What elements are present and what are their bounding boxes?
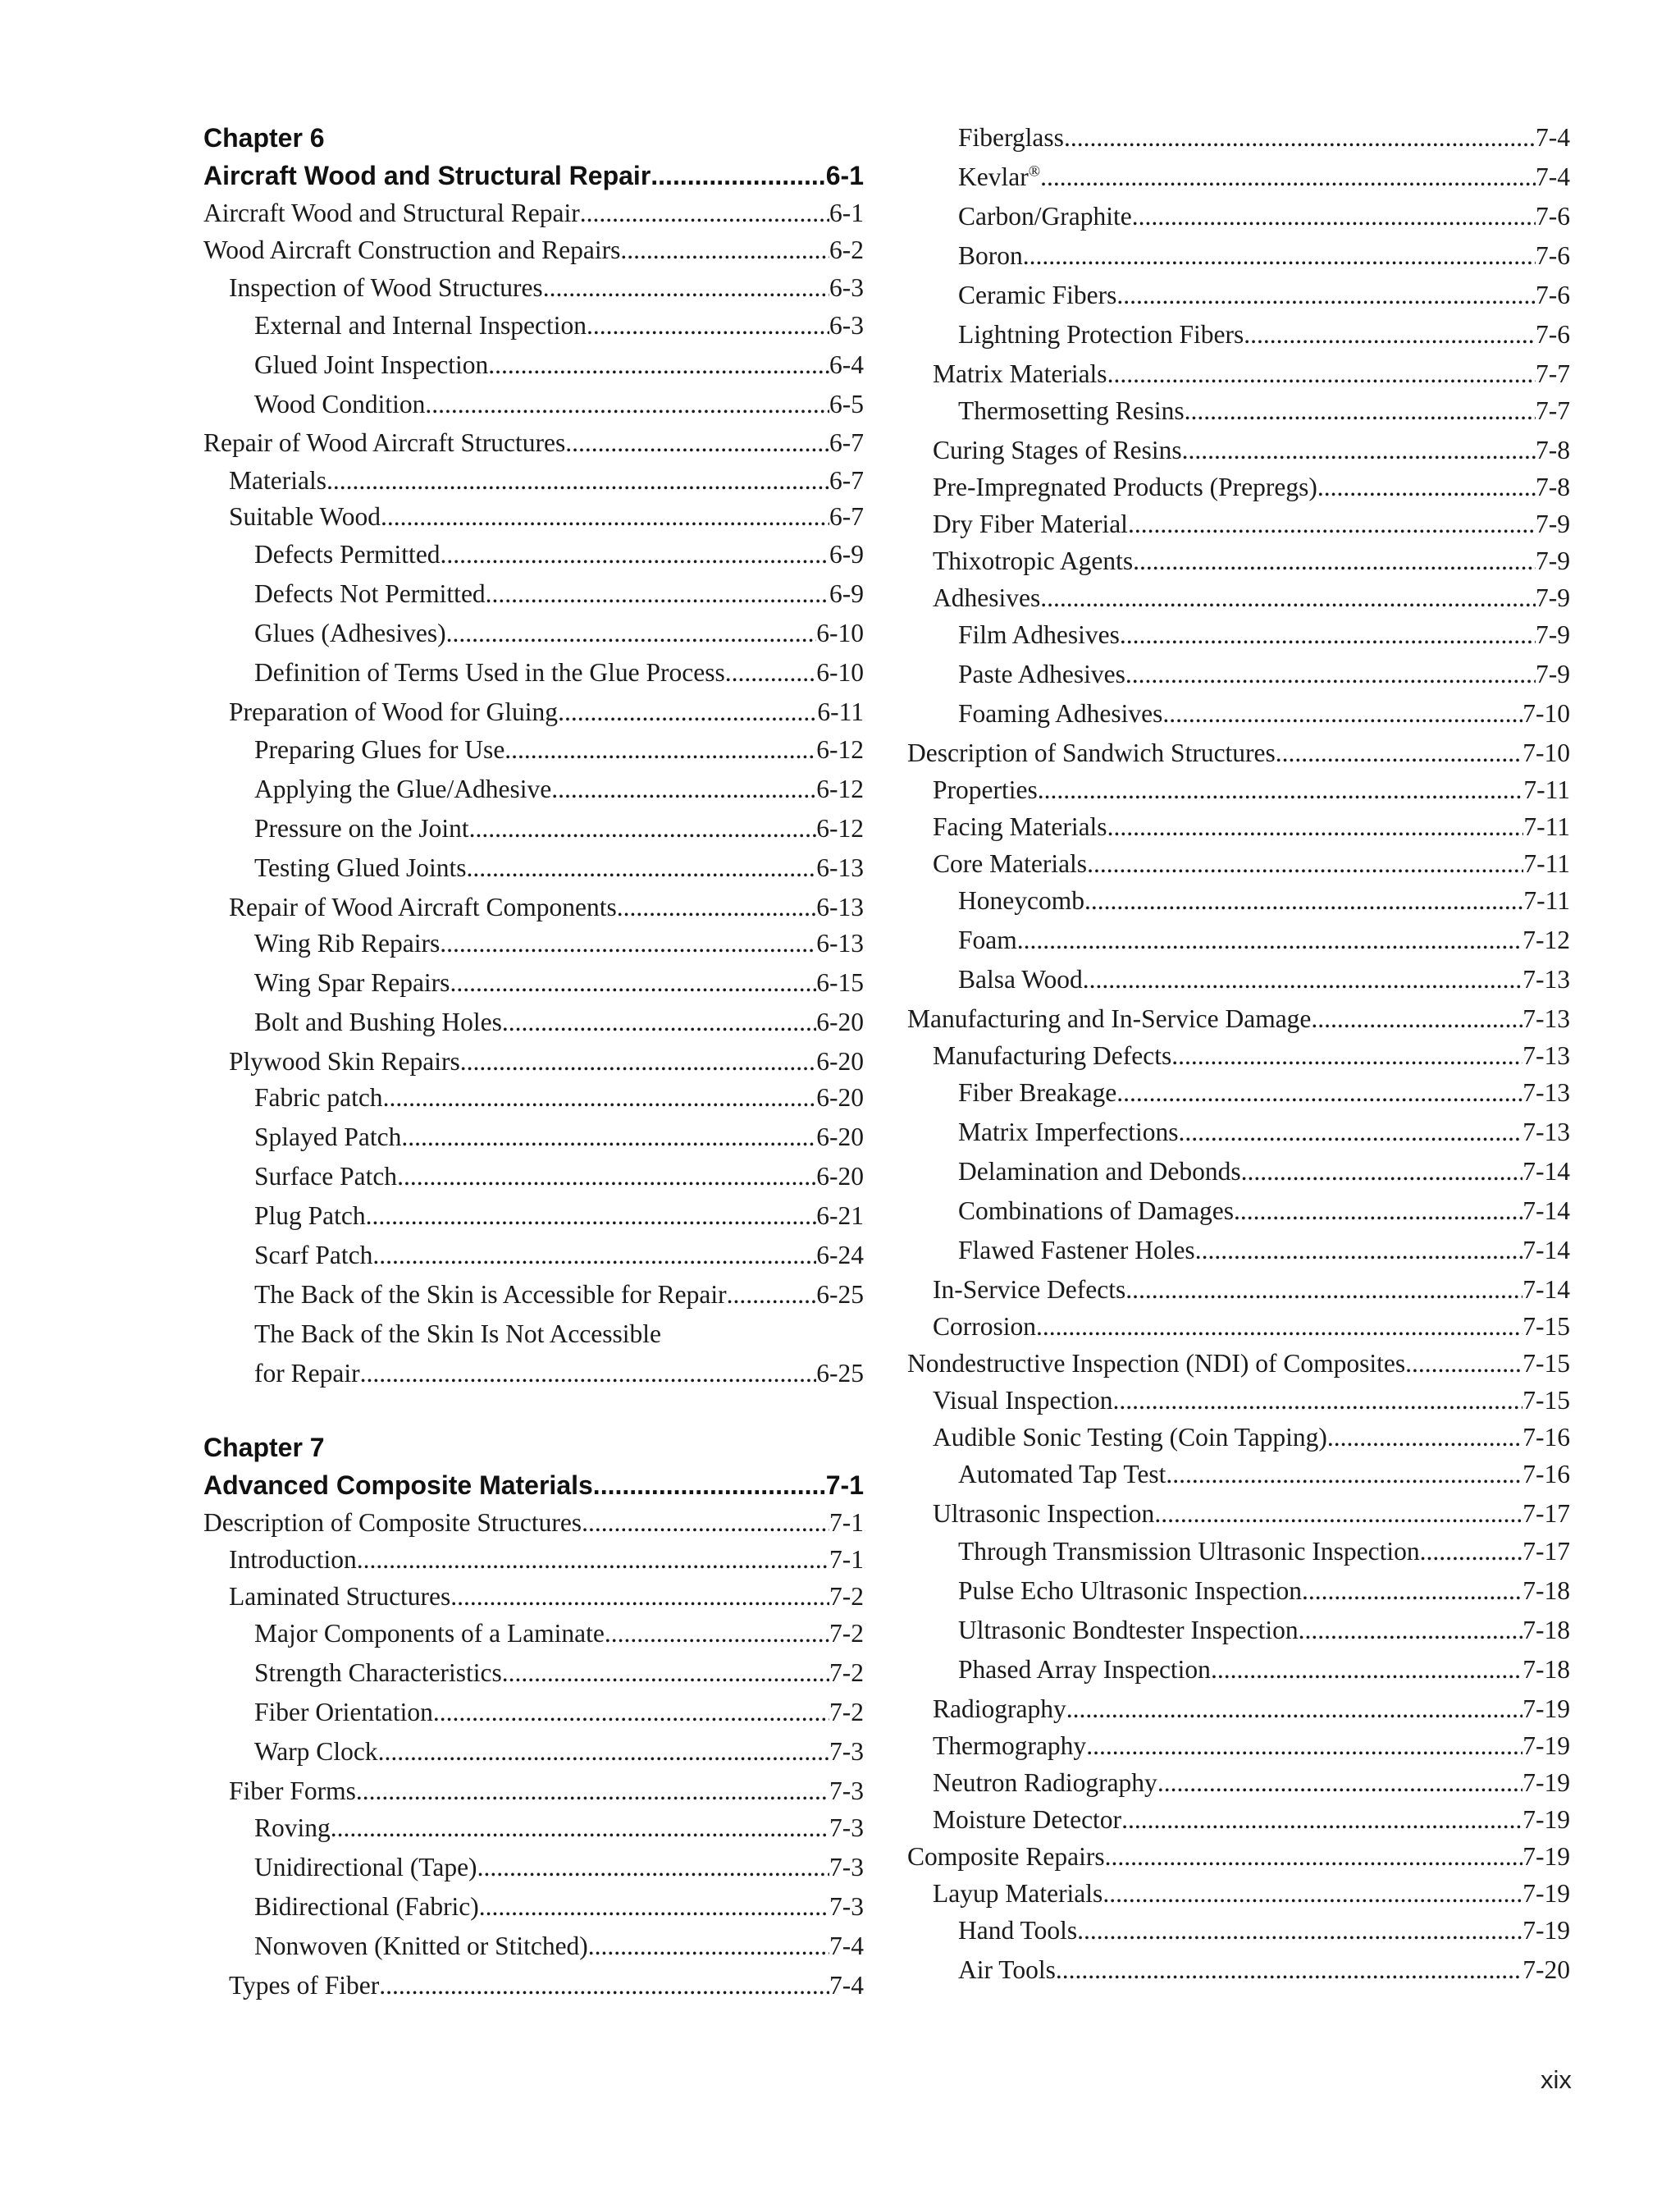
toc-entry[interactable]: Delamination and Debonds ..... 7-14 — [907, 1155, 1570, 1188]
toc-entry[interactable]: Fiber Orientation ..... 7-2 — [203, 1696, 864, 1729]
toc-entry[interactable]: Glues (Adhesives) ..... 6-10 — [203, 617, 864, 650]
toc-entry[interactable]: Matrix Imperfections ..... 7-13 — [907, 1116, 1570, 1149]
toc-entry[interactable]: Materials ..... 6-7 — [203, 464, 864, 497]
toc-entry[interactable]: Preparation of Wood for Gluing ..... 6-11 — [203, 696, 864, 729]
toc-entry[interactable]: Definition of Terms Used in the Glue Process ..... 6-10 — [203, 656, 864, 689]
toc-entry[interactable]: Thermography ..... 7-19 — [907, 1730, 1570, 1763]
toc-entry[interactable]: Automated Tap Test ..... 7-16 — [907, 1458, 1570, 1491]
toc-entry[interactable]: Scarf Patch ..... 6-24 — [203, 1239, 864, 1272]
toc-entry[interactable]: Lightning Protection Fibers ..... 7-6 — [907, 318, 1570, 351]
registered-mark: ® — [1028, 162, 1041, 181]
toc-entry[interactable]: Fiberglass ..... 7-4 — [907, 121, 1570, 154]
toc-entry-line[interactable]: The Back of the Skin Is Not Accessible — [254, 1319, 662, 1348]
toc-entry[interactable]: Paste Adhesives ..... 7-9 — [907, 658, 1570, 691]
toc-entry[interactable]: Foaming Adhesives ..... 7-10 — [907, 697, 1570, 730]
chapter-6-title-row[interactable] — [203, 159, 864, 192]
toc-entry[interactable]: Wing Spar Repairs ..... 6-15 — [203, 967, 864, 999]
toc-entry[interactable]: Ultrasonic Inspection ..... 7-17 — [907, 1497, 1570, 1530]
toc-entry[interactable]: Description of Sandwich Structures ..... 7-10 — [907, 737, 1570, 770]
toc-entry[interactable]: The Back of the Skin is Accessible for Repair ..... 6-25 — [203, 1278, 864, 1311]
toc-entry[interactable]: Layup Materials ..... 7-19 — [907, 1877, 1570, 1910]
toc-entry[interactable]: Applying the Glue/Adhesive ..... 6-12 — [203, 773, 864, 806]
toc-entry[interactable]: Fabric patch ..... 6-20 — [203, 1081, 864, 1114]
toc-entry[interactable]: Flawed Fastener Holes ..... 7-14 — [907, 1234, 1570, 1267]
toc-entry[interactable]: Strength Characteristics ..... 7-2 — [203, 1657, 864, 1689]
toc-entry[interactable]: Phased Array Inspection ..... 7-18 — [907, 1653, 1570, 1686]
toc-entry[interactable]: Surface Patch ..... 6-20 — [203, 1160, 864, 1193]
chapter-7-title: Advanced Composite Materials — [203, 1470, 593, 1500]
toc-entry[interactable]: Facing Materials ..... 7-11 — [907, 811, 1570, 844]
toc-entry[interactable]: Ultrasonic Bondtester Inspection ..... 7-18 — [907, 1614, 1570, 1647]
chapter-7-title-row[interactable] — [203, 1469, 864, 1502]
toc-entry[interactable]: Foam ..... 7-12 — [907, 924, 1570, 957]
toc-entry[interactable]: Nonwoven (Knitted or Stitched) ..... 7-4 — [203, 1930, 864, 1963]
chapter-7-page: 7-1 — [825, 1470, 864, 1500]
toc-entry[interactable]: Laminated Structures ..... 7-2 — [203, 1580, 864, 1613]
toc-entry[interactable]: Boron ..... 7-6 — [907, 240, 1570, 272]
toc-entry[interactable]: Nondestructive Inspection (NDI) of Composites ..... 7-15 — [907, 1347, 1570, 1380]
toc-entry[interactable]: Plug Patch ..... 6-21 — [203, 1200, 864, 1232]
toc-entry[interactable]: Wing Rib Repairs ..... 6-13 — [203, 927, 864, 960]
toc-entry[interactable]: Warp Clock ..... 7-3 — [203, 1735, 864, 1768]
toc-entry[interactable]: Repair of Wood Aircraft Structures ..... 6-7 — [203, 427, 864, 459]
toc-entry[interactable]: Combinations of Damages ..... 7-14 — [907, 1195, 1570, 1228]
toc-entry[interactable]: Adhesives ..... 7-9 — [907, 582, 1570, 615]
toc-entry[interactable]: Introduction ..... 7-1 — [203, 1543, 864, 1576]
toc-entry[interactable]: for Repair ..... 6-25 — [203, 1357, 864, 1390]
toc-entry[interactable]: External and Internal Inspection ..... 6-3 — [203, 309, 864, 342]
toc-entry[interactable]: Pulse Echo Ultrasonic Inspection ..... 7-18 — [907, 1575, 1570, 1607]
toc-entry[interactable]: Kevlar® ..... 7-4 — [907, 161, 1570, 194]
toc-entry[interactable]: Properties ..... 7-11 — [907, 774, 1570, 807]
toc-entry[interactable]: Bolt and Bushing Holes ..... 6-20 — [203, 1006, 864, 1039]
toc-entry[interactable]: Radiography ..... 7-19 — [907, 1693, 1570, 1726]
toc-entry[interactable]: Thixotropic Agents ..... 7-9 — [907, 545, 1570, 578]
toc-entry[interactable]: Description of Composite Structures ..... 7-1 — [203, 1506, 864, 1539]
toc-entry[interactable]: Defects Permitted ..... 6-9 — [203, 538, 864, 571]
toc-entry[interactable]: Thermosetting Resins ..... 7-7 — [907, 395, 1570, 427]
toc-entry[interactable]: Manufacturing and In-Service Damage ..... 7-13 — [907, 1003, 1570, 1036]
toc-entry[interactable]: Carbon/Graphite ..... 7-6 — [907, 200, 1570, 233]
toc-entry[interactable]: Through Transmission Ultrasonic Inspection ..... 7-17 — [907, 1535, 1570, 1568]
toc-entry[interactable]: Unidirectional (Tape) ..... 7-3 — [203, 1851, 864, 1884]
page-number: xix — [1541, 2065, 1572, 2094]
toc-entry[interactable]: Testing Glued Joints ..... 6-13 — [203, 852, 864, 885]
toc-entry[interactable]: Air Tools ..... 7-20 — [907, 1954, 1570, 1987]
toc-entry[interactable]: Aircraft Wood and Structural Repair ..... 6-1 — [203, 197, 864, 230]
toc-entry[interactable]: Matrix Materials ..... 7-7 — [907, 358, 1570, 391]
toc-entry[interactable]: Balsa Wood ..... 7-13 — [907, 963, 1570, 996]
toc-entry[interactable]: Composite Repairs ..... 7-19 — [907, 1840, 1570, 1873]
toc-entry[interactable]: Bidirectional (Fabric) ..... 7-3 — [203, 1891, 864, 1923]
toc-entry[interactable]: Visual Inspection ..... 7-15 — [907, 1384, 1570, 1417]
toc-entry[interactable]: Moisture Detector ..... 7-19 — [907, 1804, 1570, 1836]
toc-entry[interactable]: In-Service Defects ..... 7-14 — [907, 1273, 1570, 1306]
toc-entry[interactable]: Inspection of Wood Structures ..... 6-3 — [203, 272, 864, 304]
toc-entry[interactable]: Roving ..... 7-3 — [203, 1812, 864, 1845]
toc-entry[interactable]: Repair of Wood Aircraft Components ..... 6-13 — [203, 891, 864, 924]
toc-entry[interactable]: Fiber Breakage ..... 7-13 — [907, 1077, 1570, 1109]
toc-entry[interactable]: Curing Stages of Resins ..... 7-8 — [907, 434, 1570, 467]
chapter-6-label: Chapter 6 — [203, 123, 325, 153]
toc-entry[interactable]: Ceramic Fibers ..... 7-6 — [907, 279, 1570, 312]
toc-entry[interactable]: Pressure on the Joint ..... 6-12 — [203, 812, 864, 845]
toc-entry[interactable]: Manufacturing Defects ..... 7-13 — [907, 1040, 1570, 1072]
toc-entry[interactable]: Glued Joint Inspection ..... 6-4 — [203, 349, 864, 382]
toc-entry[interactable]: Film Adhesives ..... 7-9 — [907, 619, 1570, 652]
toc-entry[interactable]: Types of Fiber ..... 7-4 — [203, 1969, 864, 2002]
toc-entry[interactable]: Corrosion ..... 7-15 — [907, 1310, 1570, 1343]
toc-entry[interactable]: Wood Aircraft Construction and Repairs ..... 6-2 — [203, 234, 864, 267]
toc-entry[interactable]: Splayed Patch ..... 6-20 — [203, 1121, 864, 1154]
toc-entry[interactable]: Audible Sonic Testing (Coin Tapping) ..... 7-16 — [907, 1421, 1570, 1454]
toc-entry[interactable]: Dry Fiber Material ..... 7-9 — [907, 508, 1570, 541]
toc-entry[interactable]: Plywood Skin Repairs ..... 6-20 — [203, 1045, 864, 1078]
chapter-6-page: 6-1 — [825, 161, 864, 190]
toc-entry[interactable]: Defects Not Permitted ..... 6-9 — [203, 578, 864, 610]
toc-entry[interactable]: Fiber Forms ..... 7-3 — [203, 1775, 864, 1808]
toc-entry[interactable]: Neutron Radiography ..... 7-19 — [907, 1767, 1570, 1799]
chapter-7-label: Chapter 7 — [203, 1433, 325, 1462]
toc-entry[interactable]: Suitable Wood ..... 6-7 — [203, 501, 864, 533]
toc-entry[interactable]: Honeycomb ..... 7-11 — [907, 885, 1570, 917]
toc-entry[interactable]: Pre-Impregnated Products (Prepregs) ..... 7-8 — [907, 471, 1570, 504]
toc-entry[interactable]: Core Materials ..... 7-11 — [907, 848, 1570, 880]
toc-entry[interactable]: Preparing Glues for Use ..... 6-12 — [203, 734, 864, 766]
toc-entry[interactable]: Major Components of a Laminate ..... 7-2 — [203, 1617, 864, 1650]
toc-entry[interactable]: Hand Tools ..... 7-19 — [907, 1914, 1570, 1947]
toc-entry[interactable]: Wood Condition ..... 6-5 — [203, 388, 864, 421]
chapter-6-title: Aircraft Wood and Structural Repair — [203, 161, 651, 190]
